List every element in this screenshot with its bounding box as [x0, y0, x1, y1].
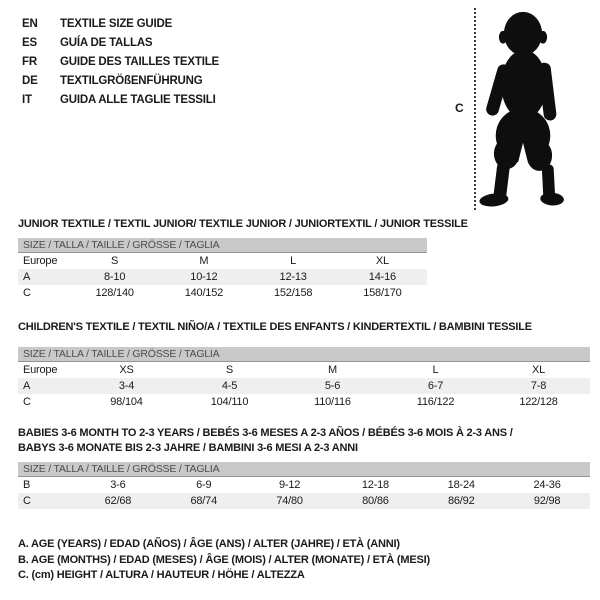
size-cell: XS — [119, 364, 134, 376]
language-row — [22, 53, 219, 72]
table-row — [18, 362, 590, 378]
size-header-bar: SIZE / TALLA / TAILLE / GRÖSSE / TAGLIA — [18, 347, 590, 362]
language-title: GUIDE DES TAILLES TEXTILE — [60, 56, 219, 68]
size-cell: 3-6 — [110, 479, 126, 491]
size-cell: 18-24 — [447, 479, 475, 491]
size-cell: 104/110 — [210, 396, 249, 408]
row-label: A — [23, 380, 31, 392]
row-label: Europe — [23, 364, 58, 376]
size-cell: 158/170 — [363, 287, 402, 299]
footnote-a: A. AGE (YEARS) / EDAD (AÑOS) / ÂGE (ANS) / ALTER (JAHRE) / ETÀ (ANNI) — [18, 538, 400, 550]
row-label: Europe — [23, 255, 58, 267]
language-title: TEXTILE SIZE GUIDE — [60, 18, 173, 30]
language-row — [22, 91, 219, 110]
size-cell: XL — [375, 255, 389, 267]
size-cell: 116/122 — [416, 396, 455, 408]
size-cell: 140/152 — [184, 287, 224, 299]
table-row — [18, 394, 590, 410]
size-cell: 12-13 — [279, 271, 307, 283]
table-row — [18, 477, 590, 493]
size-cell: 8-10 — [104, 271, 126, 283]
size-header-bar: SIZE / TALLA / TAILLE / GRÖSSE / TAGLIA — [18, 238, 427, 253]
language-list — [22, 15, 219, 110]
size-cell: 92/98 — [533, 495, 561, 507]
babies-title-line1: BABIES 3-6 MONTH TO 2-3 YEARS / BEBÉS 3-6 MESES A 2-3 AÑOS / BÉBÉS 3-6 MOIS À 2-3 ANS / — [18, 427, 513, 439]
size-cell: M — [328, 364, 337, 376]
size-cell: 5-6 — [324, 380, 341, 392]
junior-size-table — [18, 238, 427, 301]
size-cell: 68/74 — [190, 495, 217, 507]
junior-table-title: JUNIOR TEXTILE / TEXTIL JUNIOR/ TEXTILE JUNIOR / JUNIORTEXTIL / JUNIOR TESSILE — [18, 218, 468, 230]
size-cell: S — [225, 364, 234, 376]
language-code: IT — [22, 94, 32, 106]
size-cell: 122/128 — [519, 396, 558, 408]
size-cell: 3-4 — [118, 380, 135, 392]
size-cell: M — [199, 255, 209, 267]
language-row — [22, 34, 219, 53]
size-cell: 4-5 — [221, 380, 238, 392]
language-code: ES — [22, 37, 37, 49]
size-cell: 6-9 — [196, 479, 212, 491]
table-row — [18, 253, 427, 269]
babies-title-line2: BABYS 3-6 MONATE BIS 2-3 JAHRE / BAMBINI 3-6 MESI A 2-3 ANNI — [18, 442, 358, 454]
language-title: GUÍA DE TALLAS — [60, 37, 153, 49]
row-label: A — [23, 271, 31, 283]
footnotes — [18, 537, 430, 584]
size-cell: 80/86 — [362, 495, 389, 507]
row-label: C — [23, 287, 31, 299]
height-measure-dotted-line — [474, 8, 476, 210]
size-cell: 152/158 — [273, 287, 313, 299]
table-row — [18, 285, 427, 301]
language-title: GUIDA ALLE TAGLIE TESSILI — [60, 94, 216, 106]
baby-silhouette-icon — [477, 10, 569, 210]
children-size-table — [18, 347, 590, 410]
size-cell: 110/116 — [314, 396, 351, 408]
row-label: B — [23, 479, 31, 491]
size-cell: 7-8 — [530, 380, 547, 392]
size-cell: L — [432, 364, 439, 376]
size-cell: L — [290, 255, 297, 267]
footnote-b: B. AGE (MONTHS) / EDAD (MESES) / ÂGE (MOIS) / ALTER (MONATE) / ETÀ (MESI) — [18, 553, 430, 566]
size-cell: 24-36 — [533, 479, 561, 491]
size-header-bar: SIZE / TALLA / TAILLE / GRÖSSE / TAGLIA — [18, 462, 590, 477]
table-row — [18, 269, 427, 285]
language-code: FR — [22, 56, 37, 68]
size-cell: XL — [531, 364, 546, 376]
size-cell: 12-18 — [361, 479, 389, 491]
language-title: TEXTILGRÖßENFÜHRUNG — [60, 75, 203, 87]
language-code: DE — [22, 75, 38, 87]
row-label: C — [23, 396, 31, 408]
size-cell: 74/80 — [276, 495, 303, 507]
table-row — [18, 378, 590, 394]
babies-size-table — [18, 462, 590, 509]
children-table-title: CHILDREN'S TEXTILE / TEXTIL NIÑO/A / TEXTILE DES ENFANTS / KINDERTEXTIL / BAMBINI TESSILE — [18, 321, 532, 333]
size-cell: S — [111, 255, 119, 267]
language-row — [22, 72, 219, 91]
babies-table-title — [18, 426, 513, 456]
language-code: EN — [22, 18, 38, 30]
table-row — [18, 493, 590, 509]
language-row — [22, 15, 219, 34]
size-cell: 10-12 — [190, 271, 218, 283]
size-cell: 6-7 — [427, 380, 444, 392]
size-cell: 62/68 — [104, 495, 132, 507]
height-measure-label: C — [455, 101, 464, 115]
size-cell: 9-12 — [278, 479, 301, 491]
footnote-c: C. (cm) HEIGHT / ALTURA / HAUTEUR / HÖHE / ALTEZZA — [18, 569, 305, 581]
size-cell: 128/140 — [95, 287, 134, 299]
size-cell: 14-16 — [368, 271, 396, 283]
size-cell: 98/104 — [110, 396, 143, 408]
row-label: C — [23, 495, 31, 507]
size-cell: 86/92 — [447, 495, 475, 507]
